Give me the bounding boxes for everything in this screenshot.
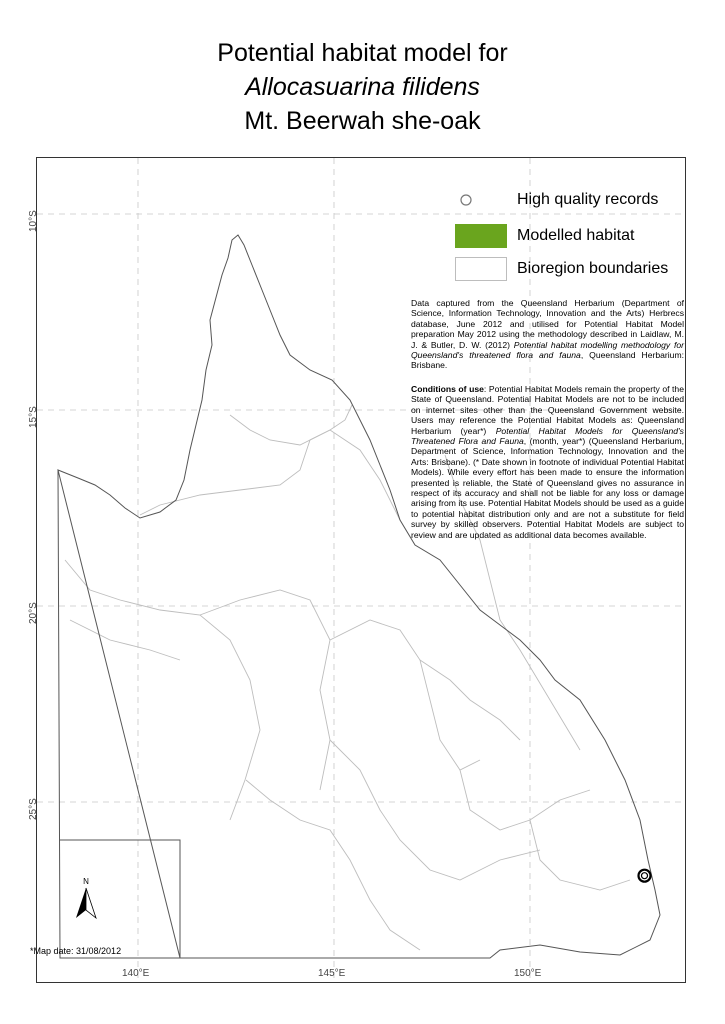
- queensland-map: [37, 158, 685, 982]
- lat-label-15: 15°S: [28, 406, 39, 428]
- common-name: Mt. Beerwah she-oak: [244, 107, 481, 135]
- conditions-heading: Conditions of use: [411, 384, 484, 394]
- legend-habitat-label: Modelled habitat: [517, 227, 635, 244]
- map-title-line1: Potential habitat model for: [217, 39, 508, 67]
- data-note-text: Data captured from the Queensland Herbarium (Department of Science, Information Technology, Innovation and the Arts) Herbrecs database, June 2012 and utilised for Potential Habitat Model preparation May 2012 using the methodology described in Laidlaw, M. J. & Butler, D. W. (2012): [411, 298, 684, 350]
- data-source-note: [411, 298, 684, 371]
- record-marker: [639, 870, 651, 882]
- lat-label-25: 25°S: [28, 798, 39, 820]
- conditions-text-rest: , (month, year*) (Queensland Herbarium, Department of Science, Information Technology, Innovation and the Arts: Brisbane). (* Date shown in footnote of individual Potential Habitat Models). While every effort has been made to ensure the information presented is reliable, the State of Queensland gives no assurance in respect of its accuracy and shall not be liable for any loss or damage arising from its use. Potential Habitat Models should be used as a guide to potential habitat distribution only and are not a substitute for field survey by skilled observers. Potential Habitat Models are subject to review and are updated as additional data becomes available.: [411, 436, 684, 540]
- lon-label-140: 140°E: [122, 968, 150, 979]
- bioregion-line: [530, 820, 630, 890]
- legend-habitat: [455, 224, 634, 248]
- bioregion-line: [200, 590, 330, 790]
- bioregion-line: [460, 770, 590, 830]
- legend-records-label: High quality records: [517, 191, 659, 208]
- lat-label-20: 20°S: [28, 602, 39, 624]
- map-date: *Map date: 31/08/2012: [30, 946, 122, 956]
- bioregion-line: [70, 620, 180, 660]
- bioregion-line: [246, 780, 420, 950]
- conditions-reference: Potential Habitat Models for Queensland's Threatened Flora and Fauna: [411, 425, 684, 447]
- records-layer: [639, 870, 651, 882]
- north-label: N: [83, 877, 89, 886]
- habitat-swatch: [455, 224, 507, 248]
- conditions-of-use: [411, 384, 684, 540]
- bioregion-line: [330, 620, 480, 770]
- lon-label-145: 145°E: [318, 968, 346, 979]
- legend-bioregion: [455, 257, 668, 281]
- data-note-publisher: , Queensland Herbarium: Brisbane.: [411, 350, 684, 371]
- legend-bioregion-label: Bioregion boundaries: [517, 260, 669, 277]
- bioregion-line: [420, 660, 520, 740]
- lon-label-150: 150°E: [514, 968, 542, 979]
- legend-records: [455, 188, 658, 212]
- bioregion-line: [490, 580, 580, 750]
- data-note-reference: Potential habitat modelling methodology for Queensland's threatened flora and fauna: [411, 339, 684, 361]
- north-arrow-icon: [72, 876, 100, 920]
- bioregion-swatch: [455, 257, 507, 281]
- conditions-text: : Potential Habitat Models remain the property of the State of Queensland. Potential Habitat Models are not to be included on internet sites other than the Queensland Government website. Users may reference the Potential Habitat Models as: Queensland Herbarium (year*): [411, 384, 684, 436]
- bioregion-line: [330, 740, 540, 880]
- graticule: [37, 158, 685, 982]
- bioregion-line: [140, 405, 352, 515]
- record-symbol-icon: [455, 188, 507, 212]
- record-marker-inner: [642, 873, 648, 879]
- bioregion-line: [230, 415, 400, 520]
- bioregion-line: [65, 560, 260, 820]
- species-name: Allocasuarina filidens: [245, 73, 480, 101]
- lat-label-10: 10°S: [28, 210, 39, 232]
